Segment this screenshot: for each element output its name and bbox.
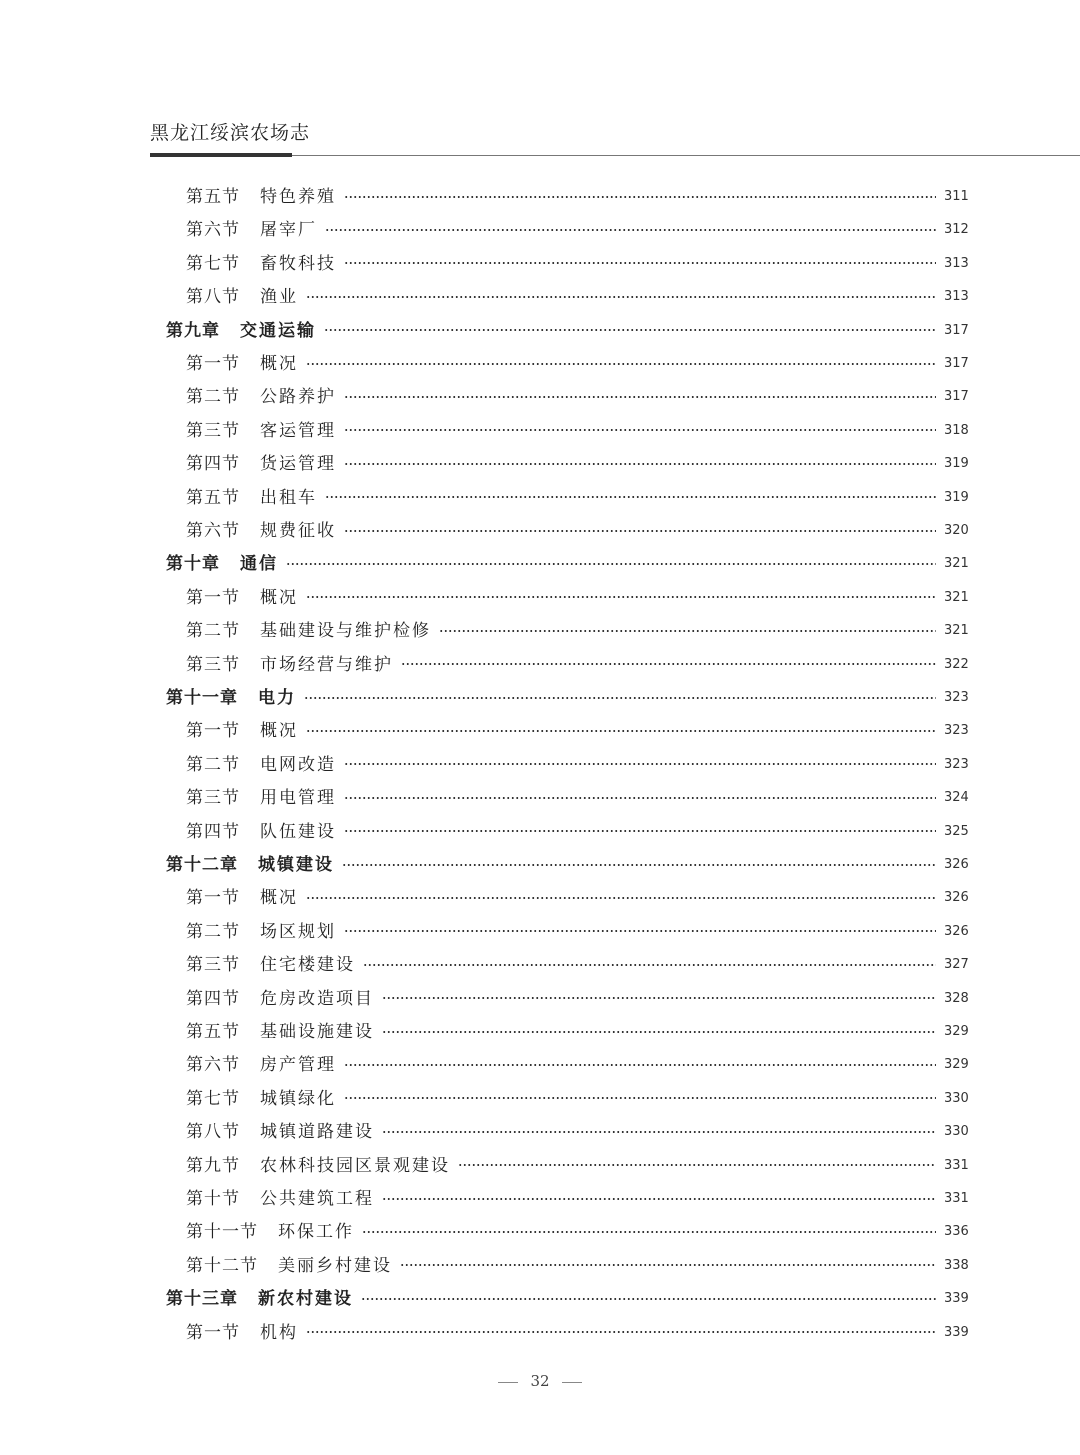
toc-entry-page: 312 [944,222,969,238]
toc-entry-page: 339 [944,1324,969,1340]
toc-entry-number: 第十二节 [186,1255,258,1276]
toc-entry-title: 畜牧科技 [260,253,336,274]
toc-section-row [0,612,1080,645]
toc-entry-number: 第十一节 [186,1222,258,1243]
toc-section-row [0,646,1080,679]
toc-entry-title: 市场经营与维护 [260,654,393,675]
toc-entry-title: 农林科技园区景观建设 [260,1155,450,1176]
footer-dash-right [562,1382,582,1383]
toc-entry-number: 第五节 [186,487,240,508]
toc-dot-leader [344,1064,936,1066]
toc-dot-leader [344,262,936,264]
toc-section-row [0,479,1080,512]
toc-entry-number: 第七节 [186,1088,240,1109]
toc-entry-page: 339 [944,1291,969,1307]
toc-entry-number: 第十节 [186,1189,240,1209]
toc-entry-title: 住宅楼建设 [260,955,355,976]
toc-entry-title: 新农村建设 [258,1289,353,1310]
running-header-title: 黑龙江绥滨农场志 [150,122,311,144]
toc-entry-number: 第九节 [186,1155,240,1176]
toc-section-row [0,345,1080,378]
toc-section-row [0,712,1080,745]
toc-entry-title: 场区规划 [260,921,336,942]
toc-entry-title: 机构 [260,1322,298,1343]
toc-entry-page: 329 [944,1057,969,1073]
toc-entry-title: 用电管理 [260,788,336,809]
toc-chapter-row [0,545,1080,578]
toc-entry-number: 第五节 [186,187,240,207]
toc-entry-number: 第三节 [186,654,240,675]
toc-section-row [0,1046,1080,1079]
toc-dot-leader [306,1331,936,1333]
toc-entry-number: 第一节 [186,721,240,742]
toc-section-row [0,879,1080,912]
toc-entry-page: 319 [944,489,969,505]
toc-entry-number: 第五节 [186,1022,240,1042]
toc-section-row [0,1314,1080,1347]
toc-entry-page: 322 [944,656,969,672]
header-rule-thin [292,155,1080,156]
toc-dot-leader [286,563,936,565]
toc-entry-page: 319 [944,456,969,472]
toc-entry-page: 323 [944,723,969,739]
toc-section-row [0,913,1080,946]
toc-dot-leader [344,530,936,532]
toc-entry-page: 317 [944,389,969,405]
toc-entry-number: 第四节 [186,988,240,1009]
toc-dot-leader [325,496,936,498]
toc-section-row [0,1180,1080,1213]
toc-entry-number: 第二节 [186,387,240,408]
toc-entry-page: 329 [944,1024,969,1039]
toc-entry-page: 320 [944,523,969,538]
toc-entry-title: 电网改造 [260,754,336,775]
toc-entry-page: 327 [944,957,969,973]
toc-entry-title: 交通运输 [240,320,316,341]
toc-entry-number: 第十章 [166,554,220,575]
toc-dot-leader [344,1097,936,1099]
toc-dot-leader [342,864,936,866]
toc-entry-page: 326 [944,923,969,939]
toc-entry-page: 321 [944,623,969,639]
toc-section-row [0,1080,1080,1113]
toc-section-row [0,512,1080,545]
toc-chapter-row [0,312,1080,345]
toc-entry-number: 第一节 [186,354,240,374]
toc-dot-leader [306,296,936,298]
toc-dot-leader [361,1298,936,1300]
toc-entry-page: 331 [944,1157,969,1173]
toc-dot-leader [458,1164,936,1166]
toc-section-row [0,178,1080,211]
toc-entry-page: 323 [944,690,969,705]
toc-entry-page: 317 [944,322,969,338]
toc-entry-page: 321 [944,556,969,572]
toc-entry-title: 规费征收 [260,521,336,541]
toc-entry-page: 336 [944,1224,969,1240]
toc-dot-leader [344,830,936,832]
toc-section-row [0,579,1080,612]
toc-entry-number: 第九章 [166,320,220,341]
toc-section-row [0,1147,1080,1180]
toc-dot-leader [382,1031,936,1033]
toc-entry-page: 330 [944,1090,969,1106]
toc-entry-number: 第八节 [186,287,240,308]
toc-entry-number: 第二节 [186,621,240,642]
toc-section-row [0,946,1080,979]
toc-dot-leader [324,329,936,331]
toc-entry-page: 325 [944,823,969,839]
toc-entry-number: 第四节 [186,454,240,475]
toc-section-row [0,412,1080,445]
toc-entry-number: 第六节 [186,220,240,241]
toc-chapter-row [0,846,1080,879]
toc-dot-leader [401,663,936,665]
toc-dot-leader [382,1131,936,1133]
toc-chapter-row [0,1280,1080,1313]
toc-entry-number: 第二节 [186,921,240,942]
toc-entry-title: 货运管理 [260,454,336,475]
toc-entry-number: 第七节 [186,253,240,274]
toc-dot-leader [400,1264,936,1266]
toc-entry-title: 特色养殖 [260,187,336,207]
toc-chapter-row [0,679,1080,712]
toc-entry-number: 第八节 [186,1122,240,1143]
toc-entry-number: 第三节 [186,420,240,441]
toc-entry-number: 第三节 [186,955,240,976]
toc-dot-leader [325,229,936,231]
toc-entry-title: 公共建筑工程 [260,1189,374,1209]
toc-entry-number: 第一节 [186,587,240,608]
toc-entry-page: 323 [944,756,969,772]
page-number: 32 [530,1372,550,1390]
toc-entry-page: 318 [944,422,969,438]
toc-entry-title: 城镇道路建设 [260,1122,374,1143]
toc-entry-number: 第二节 [186,754,240,775]
toc-dot-leader [382,1198,936,1200]
toc-entry-number: 第十一章 [166,688,238,708]
toc-entry-page: 313 [944,255,969,271]
toc-dot-leader [306,730,936,732]
toc-entry-title: 美丽乡村建设 [278,1255,392,1276]
toc-entry-title: 概况 [260,354,298,374]
toc-section-row [0,746,1080,779]
toc-section-row [0,779,1080,812]
toc-dot-leader [382,997,936,999]
toc-entry-number: 第一节 [186,1322,240,1343]
toc-entry-title: 概况 [260,888,298,909]
toc-dot-leader [306,897,936,899]
header-rule-thick [150,153,292,157]
toc-entry-number: 第四节 [186,821,240,842]
toc-entry-page: 326 [944,890,969,906]
toc-entry-page: 338 [944,1257,969,1273]
toc-entry-page: 328 [944,990,969,1006]
toc-entry-title: 渔业 [260,287,298,308]
toc-entry-title: 通信 [240,554,278,575]
toc-section-row [0,245,1080,278]
toc-section-row [0,1213,1080,1246]
toc-entry-title: 房产管理 [260,1055,336,1076]
page-footer [0,1372,1080,1390]
toc-section-row [0,813,1080,846]
toc-entry-page: 326 [944,857,969,872]
toc-entry-title: 队伍建设 [260,821,336,842]
toc-entry-title: 危房改造项目 [260,988,374,1009]
toc-entry-title: 基础建设与维护检修 [260,621,431,642]
toc-dot-leader [363,964,936,966]
toc-dot-leader [344,463,936,465]
toc-dot-leader [306,363,936,365]
toc-entry-title: 出租车 [260,487,317,508]
toc-entry-number: 第六节 [186,521,240,541]
toc-dot-leader [344,396,936,398]
toc-dot-leader [344,797,936,799]
toc-dot-leader [306,596,936,598]
toc-entry-title: 城镇建设 [258,855,334,875]
toc-entry-title: 城镇绿化 [260,1088,336,1109]
toc-entry-number: 第三节 [186,788,240,809]
toc-entry-page: 313 [944,289,969,305]
toc-section-row [0,1113,1080,1146]
toc-section-row [0,445,1080,478]
toc-entry-title: 概况 [260,721,298,742]
toc-section-row [0,1013,1080,1046]
toc-entry-title: 电力 [258,688,296,708]
toc-section-row [0,278,1080,311]
toc-section-row [0,1247,1080,1280]
toc-entry-title: 客运管理 [260,420,336,441]
toc-section-row [0,211,1080,244]
toc-entry-page: 321 [944,589,969,605]
footer-dash-left [498,1382,518,1383]
toc-entry-number: 第一节 [186,888,240,909]
toc-dot-leader [439,630,936,632]
toc-section-row [0,378,1080,411]
toc-section-row [0,980,1080,1013]
toc-dot-leader [344,763,936,765]
toc-dot-leader [344,429,936,431]
toc-entry-number: 第六节 [186,1055,240,1076]
toc-entry-title: 公路养护 [260,387,336,408]
toc-dot-leader [344,196,936,198]
toc-entry-title: 基础设施建设 [260,1022,374,1042]
toc-dot-leader [344,930,936,932]
toc-entry-title: 屠宰厂 [260,220,317,241]
toc-entry-title: 概况 [260,587,298,608]
toc-entry-page: 317 [944,356,969,371]
toc-dot-leader [362,1231,936,1233]
toc-entry-page: 331 [944,1191,969,1206]
toc-entry-page: 311 [944,189,969,204]
toc-entry-number: 第十三章 [166,1289,238,1310]
toc-entry-page: 324 [944,790,969,806]
toc-dot-leader [304,697,936,699]
toc-entry-number: 第十二章 [166,855,238,875]
toc-entry-page: 330 [944,1124,969,1140]
toc-entry-title: 环保工作 [278,1222,354,1243]
